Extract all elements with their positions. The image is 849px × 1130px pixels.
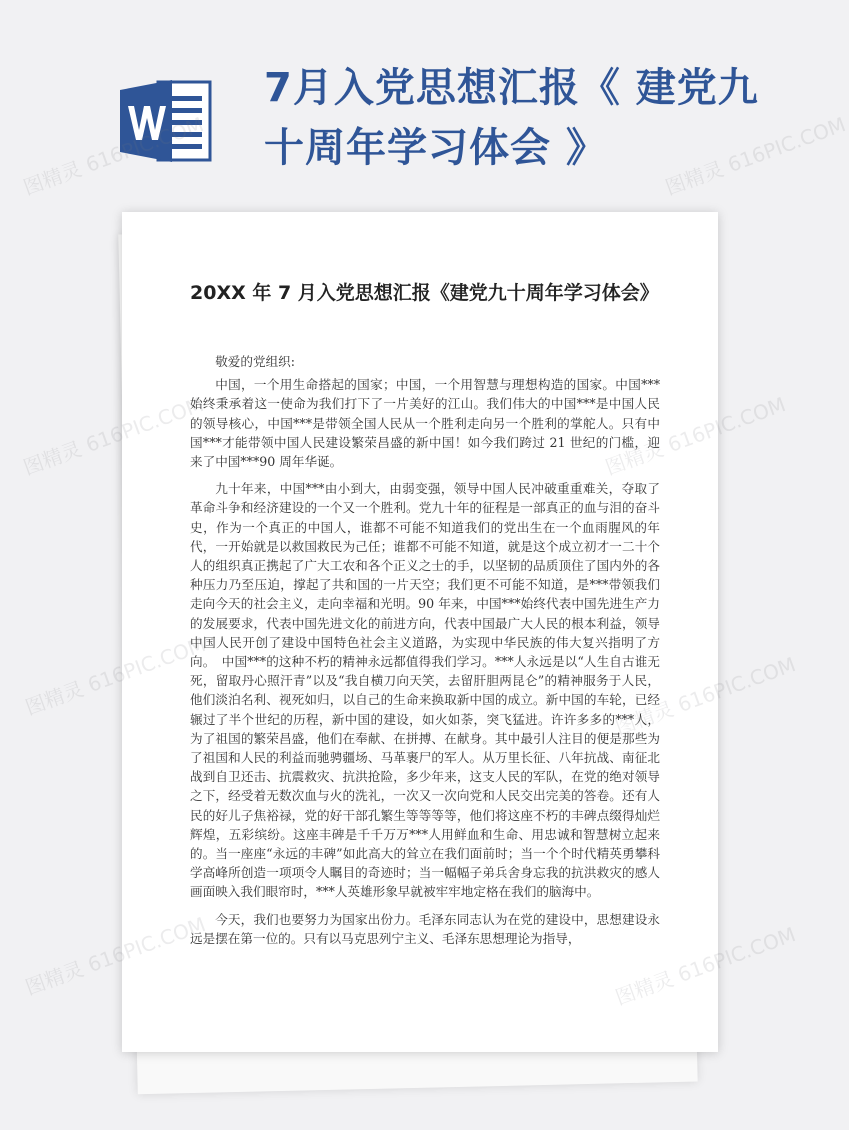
paragraph-1: 中国，一个用生命搭起的国家；中国，一个用智慧与理想构造的国家。中国***始终秉承着这一使命为我们打下了一片美好的江山。我们伟大的中国***是中国人民的领导核心，中国***是带领全国人民从一个胜利走向另一个胜利的掌舵人。只有中国***才能带领中国人民建设繁荣昌盛的新中国！如今我们跨过 21 世纪的门槛，迎来了中国***90 周年华诞。 <box>190 377 660 470</box>
watermark: 图精灵 616PIC.COM <box>20 112 207 200</box>
paragraph-2: 九十年来，中国***由小到大，由弱变强，领导中国人民冲破重重难关，夺取了革命斗争和经济建设的一个又一个胜利。党九十年的征程是一部真正的血与泪的奋斗史，作为一个真正的中国人，谁都不可能不知道我们的党出生在一个血雨腥风的年代，一开始就是以救国救民为己任；谁都不可能不知道，就是这个成立初才一二十个人的组织真正携起了广大工农和各个正义之士的手，以坚韧的品质顶住了国内外的各种压力乃至压迫，撑起了共和国的一片天空；我们更不可能不知道，是***带领我们走向今天的社会主义，走向幸福和光明。90 年来，中国***始终代表中国先进生产力的发展要求，代表中国先进文化的前进方向，代表中国最广大人民的根本利益，领导中国人民开创了建设中国特色社会主义道路，为实现中华民族的伟大复兴指明了方向。 中国***的这种不朽的精神永远都值得我们学习。***人永远是以“人生自古谁无死，留取丹心照汗青”以及“我自横刀向天笑，去留肝胆两昆仑”的精神服务于人民，他们淡泊名利、视死如归，以自己的生命来换取新中国的成立。新中国的车轮，已经辗过了半个世纪的历程，新中国的建设，如火如荼，突飞猛进。许许多多的***人，为了祖国的繁荣昌盛，他们在奉献、在拼搏、在献身。其中最引人注目的便是那些为了祖国和人民的利益而驰骋疆场、马革裹尸的军人。从万里长征、八年抗战、南征北战到自卫还击、抗震救灾、抗洪抢险，多少年来，这支人民的军队，在党的绝对领导之下，经受着无数次血与火的洗礼，一次又一次向党和人民交出完美的答卷。还有人民的好儿子焦裕禄，党的好干部孔繁生等等等等，他们将这座不朽的丰碑点缀得灿烂辉煌，五彩缤纷。这座丰碑是千千万万***人用鲜血和生命、用忠诚和智慧树立起来的。当一座座“永远的丰碑”如此高大的耸立在我们面前时；当一个个时代精英勇攀科学高峰所创造一项项令人瞩目的奇迹时；当一幅幅子弟兵舍身忘我的抗洪救灾的感人画面映入我们眼帘时，***人英雄形象早就被牢牢地定格在我们的脑海中。 <box>190 481 660 900</box>
header-title: 7月入党思想汇报《 建党九十周年学习体会 》 <box>264 65 759 171</box>
watermark: 图精灵 616PIC.COM <box>20 392 207 480</box>
watermark: 图精灵 616PIC.COM <box>22 632 209 720</box>
word-document-icon <box>118 76 218 166</box>
greeting: 敬爱的党组织: <box>215 354 295 369</box>
watermark: 616PIC.COM <box>674 922 799 987</box>
watermark: 图精灵 616PIC.COM <box>662 112 849 200</box>
watermark: 图精灵 616PIC.COM <box>22 912 209 1000</box>
document-page <box>122 212 718 1052</box>
paragraph-3: 今天，我们也要努力为国家出份力。毛泽东同志认为在党的建设中，思想建设永远是摆在第一位的。只有以马克思列宁主义、毛泽东思想理论为指导， <box>190 911 660 946</box>
document-title: 20XX 年 7 月入党思想汇报《建党九十周年学习体会》 <box>190 282 659 304</box>
watermark: 616PIC.COM <box>664 392 789 457</box>
header <box>0 0 800 200</box>
watermark: 616PIC.COM <box>674 652 799 717</box>
document-body <box>190 352 660 956</box>
